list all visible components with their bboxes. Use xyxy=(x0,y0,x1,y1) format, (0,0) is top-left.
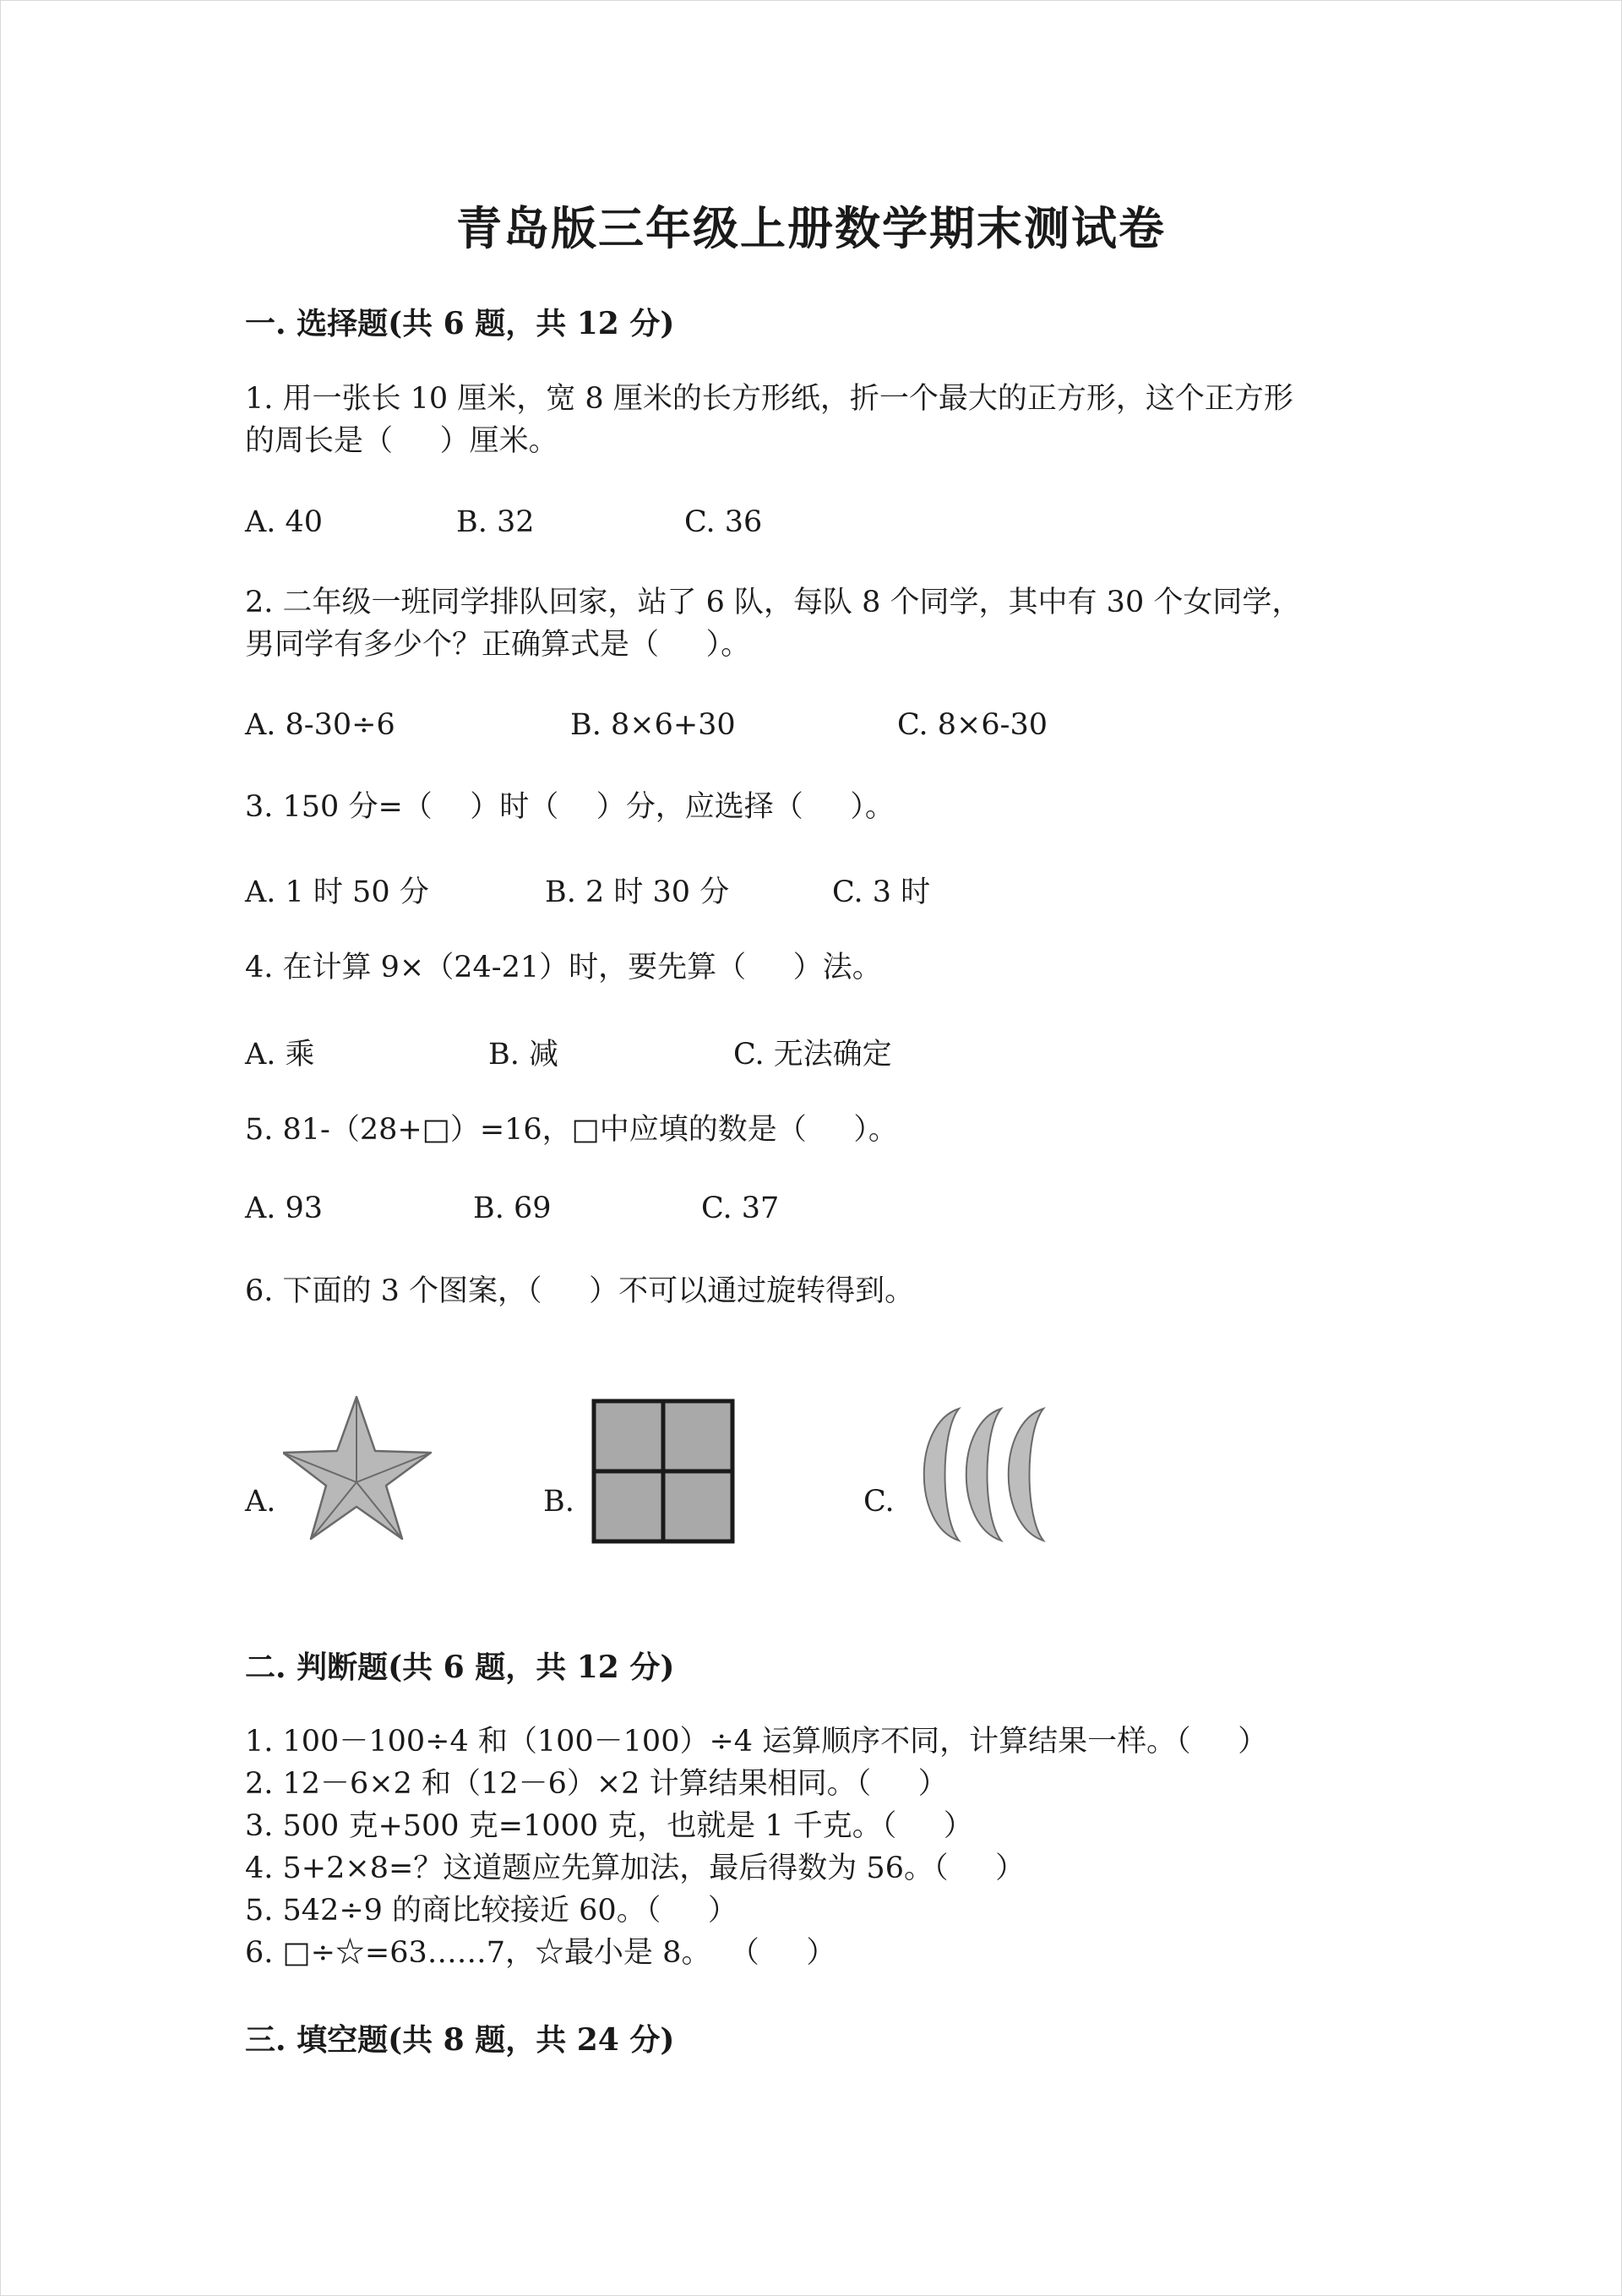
q4-option-b: B. 减 xyxy=(488,1038,558,1072)
q1-line1: 1. 用一张长 10 厘米，宽 8 厘米的长方形纸，折一个最大的正方形，这个正方形 xyxy=(245,382,1293,416)
figure-label-c: C. xyxy=(863,1485,895,1519)
judge-item-4: 4. 5+2×8=？这道题应先算加法，最后得数为 56。（ ） xyxy=(245,1852,1026,1885)
q1-option-c: C. 36 xyxy=(684,505,763,539)
q5-option-b: B. 69 xyxy=(473,1192,552,1225)
q3-line1: 3. 150 分=（ ）时（ ）分，应选择（ ）。 xyxy=(245,790,895,824)
q2-line1: 2. 二年级一班同学排队回家，站了 6 队，每队 8 个同学，其中有 30 个女同学， xyxy=(245,586,1302,619)
q2-line2: 男同学有多少个？正确算式是（ ）。 xyxy=(245,628,751,662)
judge-item-5: 5. 542÷9 的商比较接近 60。（ ） xyxy=(245,1894,738,1928)
q5-option-c: C. 37 xyxy=(701,1192,780,1225)
q4-line1: 4. 在计算 9×（24-21）时，要先算（ ）法。 xyxy=(245,951,882,984)
judge-item-1: 1. 100－100÷4 和（100－100）÷4 运算顺序不同，计算结果一样。（ ） xyxy=(245,1725,1268,1759)
q2-option-a: A. 8-30÷6 xyxy=(245,708,395,742)
q4-option-a: A. 乘 xyxy=(245,1038,315,1072)
star-figure-icon xyxy=(283,1394,435,1542)
judge-item-2: 2. 12－6×2 和（12－6）×2 计算结果相同。（ ） xyxy=(245,1767,948,1801)
q1-line2: 的周长是（ ）厘米。 xyxy=(245,424,558,458)
q1-option-b: B. 32 xyxy=(456,505,535,539)
q3-option-c: C. 3 时 xyxy=(832,875,931,909)
page-title: 青岛版三年级上册数学期末测试卷 xyxy=(456,201,1166,255)
q3-option-b: B. 2 时 30 分 xyxy=(545,875,730,909)
figure-label-a: A. xyxy=(245,1485,276,1519)
q4-option-c: C. 无法确定 xyxy=(733,1038,892,1072)
q5-option-a: A. 93 xyxy=(245,1192,324,1225)
four-square-figure-icon xyxy=(591,1399,735,1544)
section2-heading: 二. 判断题(共 6 题，共 12 分) xyxy=(245,1650,675,1685)
figure-label-b: B. xyxy=(543,1485,574,1519)
judge-item-3: 3. 500 克+500 克=1000 克，也就是 1 千克。（ ） xyxy=(245,1809,973,1843)
section3-heading: 三. 填空题(共 8 题，共 24 分) xyxy=(245,2022,675,2058)
q3-option-a: A. 1 时 50 分 xyxy=(245,875,429,909)
section1-heading: 一. 选择题(共 6 题，共 12 分) xyxy=(245,306,675,341)
crescent-moons-figure-icon xyxy=(908,1407,1073,1542)
q2-option-c: C. 8×6-30 xyxy=(897,708,1048,742)
q1-option-a: A. 40 xyxy=(245,505,324,539)
q6-line1: 6. 下面的 3 个图案，（ ）不可以通过旋转得到。 xyxy=(245,1274,915,1308)
q2-option-b: B. 8×6+30 xyxy=(570,708,736,742)
q5-line1: 5. 81-（28+□）=16，□中应填的数是（ ）。 xyxy=(245,1113,898,1147)
judge-item-6: 6. □÷☆=63……7，☆最小是 8。 （ ） xyxy=(245,1936,836,1970)
